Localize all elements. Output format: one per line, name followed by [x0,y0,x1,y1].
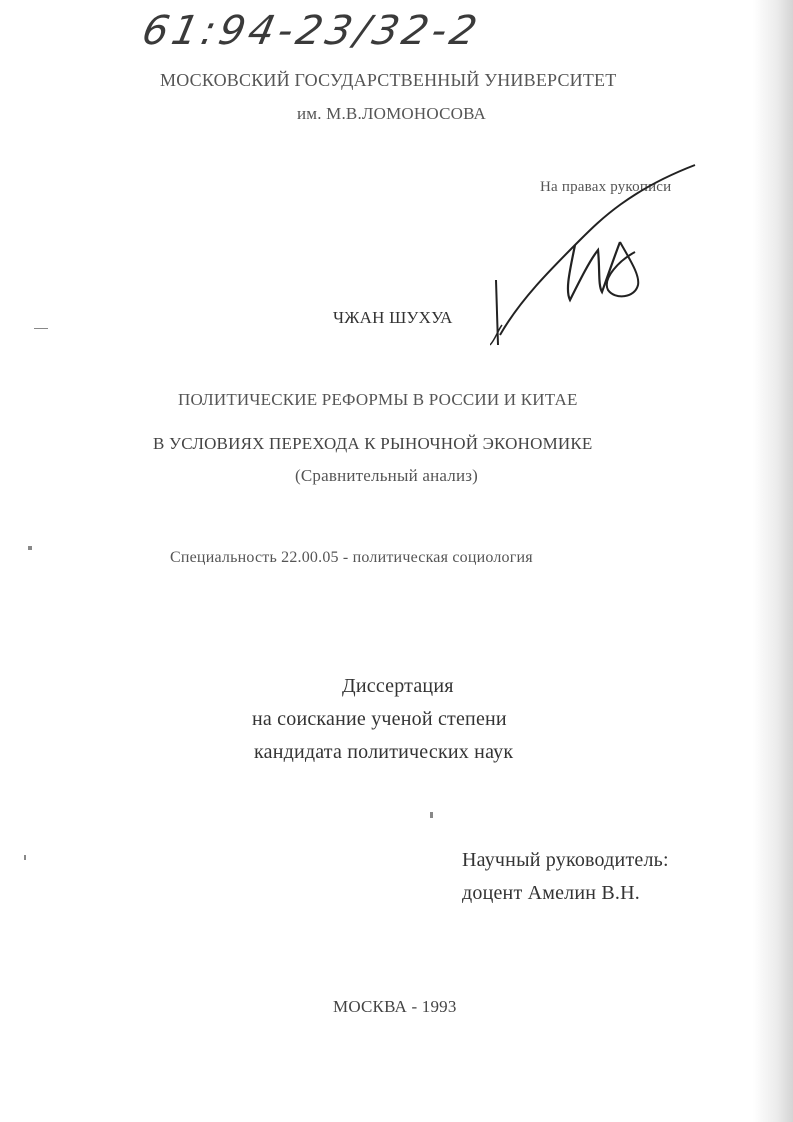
scan-speck [34,328,48,329]
manuscript-rights-note: На правах рукописи [540,179,672,195]
specialty-line: Специальность 22.00.05 - политическая социология [170,549,533,566]
supervisor-name: доцент Амелин В.Н. [462,882,640,904]
degree-purpose-line: на соискание ученой степени [252,708,507,730]
scan-edge-shadow [753,0,793,1122]
dissertation-title-line1: ПОЛИТИЧЕСКИЕ РЕФОРМЫ В РОССИИ И КИТАЕ [178,390,578,409]
author-name: ЧЖАН ШУХУА [333,308,453,327]
archive-code: 61:94-23/32-2 [138,8,485,54]
scan-speck [28,546,32,550]
degree-name-line: кандидата политических наук [254,741,514,763]
dissertation-title-line2: В УСЛОВИЯХ ПЕРЕХОДА К РЫНОЧНОЙ ЭКОНОМИКЕ [153,434,593,453]
dissertation-subtitle: (Сравнительный анализ) [295,466,479,485]
signature-icon [490,160,710,360]
dissertation-label: Диссертация [342,675,454,697]
university-name-line2: им. М.В.ЛОМОНОСОВА [297,104,487,123]
scan-speck [24,855,26,860]
supervisor-label: Научный руководитель: [462,849,669,871]
city-year: МОСКВА - 1993 [333,997,457,1016]
scan-speck [430,812,433,818]
university-name: МОСКОВСКИЙ ГОСУДАРСТВЕННЫЙ УНИВЕРСИТЕТ [160,70,617,90]
